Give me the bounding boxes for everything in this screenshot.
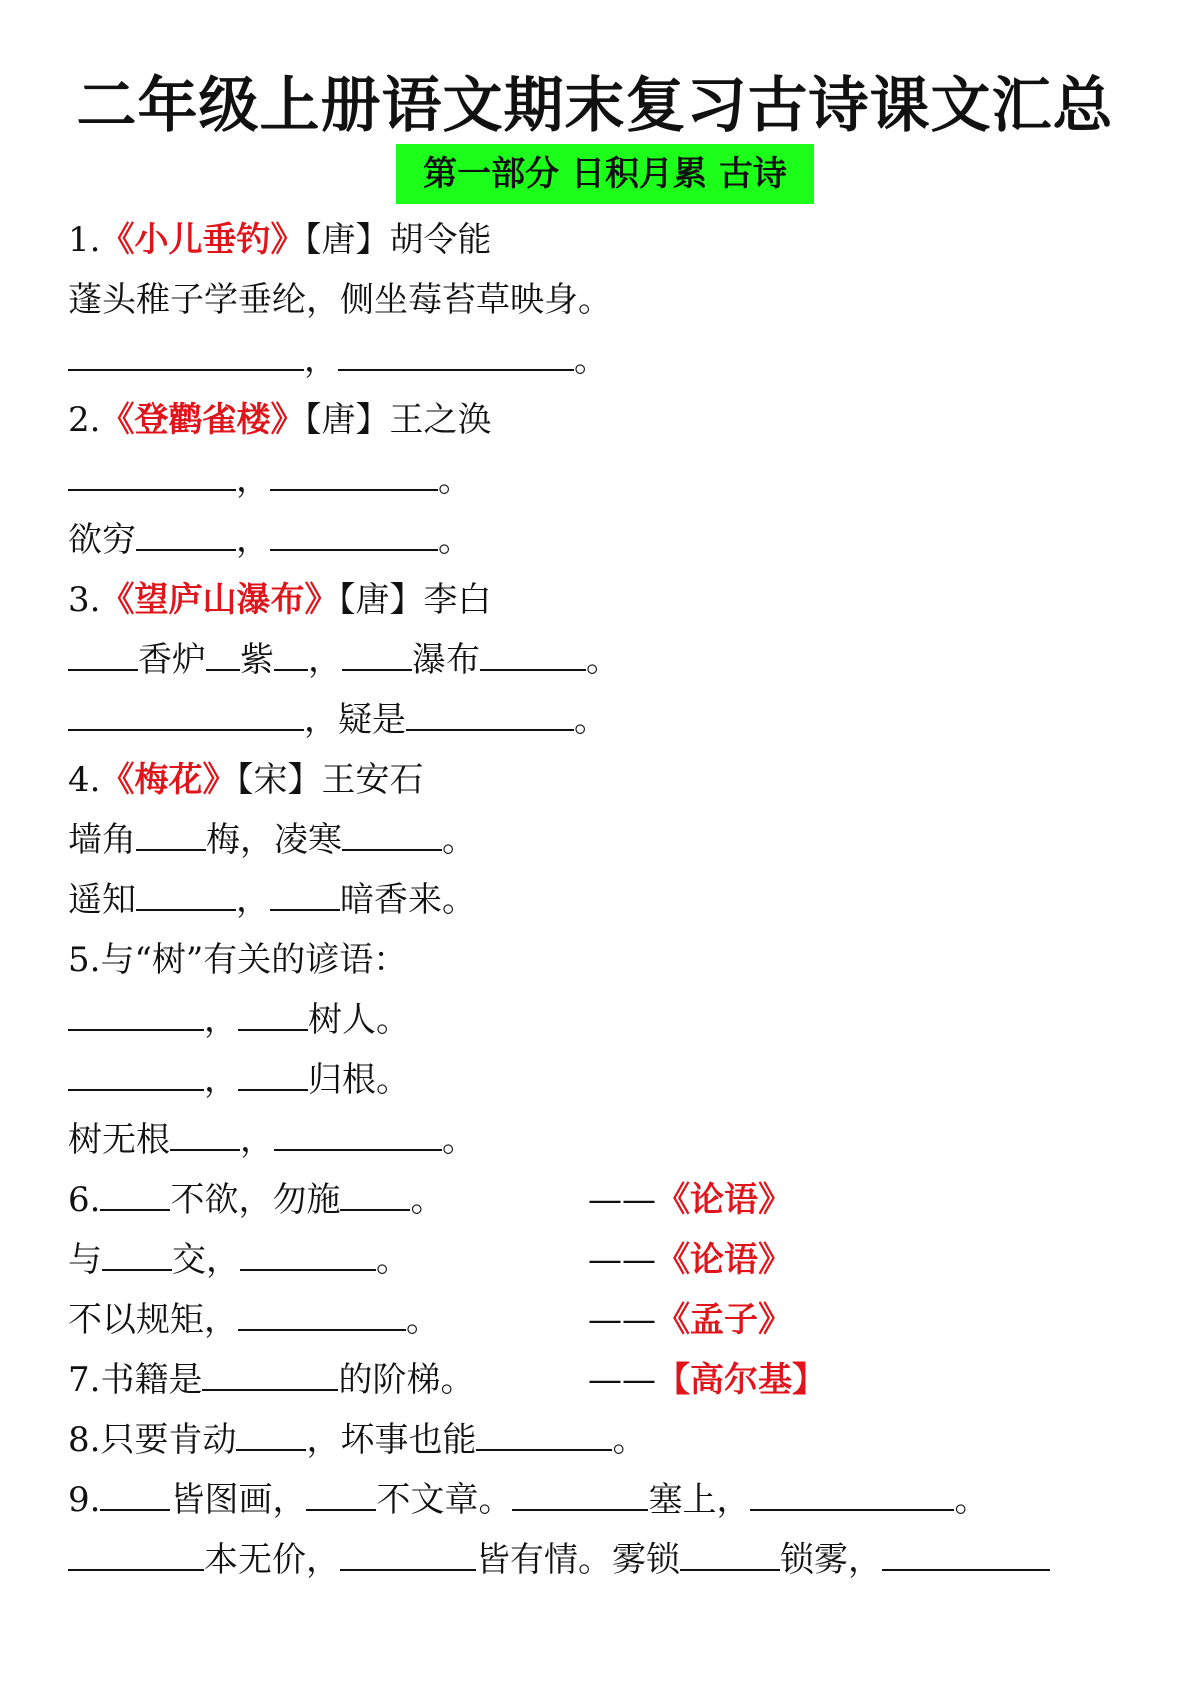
- blank-input[interactable]: [274, 1119, 442, 1151]
- poem-4-author: 【宋】王安石: [236, 760, 424, 800]
- proverb-1: ， 树人。: [68, 996, 410, 1044]
- blank-input[interactable]: [238, 999, 308, 1031]
- poem-1-blanks: ， 。: [68, 336, 608, 384]
- blank-input[interactable]: [202, 1359, 338, 1391]
- blank-input[interactable]: [476, 1419, 612, 1451]
- poem-1-header: 1.《小儿垂钓》【唐】胡令能: [68, 220, 492, 260]
- poem-1-author: 【唐】胡令能: [304, 220, 492, 260]
- blank-input[interactable]: [480, 639, 586, 671]
- blank-input[interactable]: [236, 1419, 306, 1451]
- blank-input[interactable]: [100, 1179, 170, 1211]
- poem-1-title: 《小儿垂钓》: [100, 220, 305, 260]
- blank-input[interactable]: [342, 819, 442, 851]
- blank-input[interactable]: [406, 699, 574, 731]
- blank-input[interactable]: [68, 699, 304, 731]
- poem-4-blanks-1: 墙角 梅，凌寒 。: [68, 820, 476, 860]
- poem-1-line: 蓬头稚子学垂纶，侧坐莓苔草映身。: [68, 280, 612, 320]
- blank-input[interactable]: [68, 999, 204, 1031]
- blank-input[interactable]: [102, 1239, 172, 1271]
- blank-input[interactable]: [68, 1539, 204, 1571]
- blank-input[interactable]: [270, 879, 340, 911]
- blank-input[interactable]: [680, 1539, 780, 1571]
- blank-input[interactable]: [338, 339, 574, 371]
- quote-3: 不以规矩， 。 ——《孟子》: [68, 1300, 792, 1340]
- blank-input[interactable]: [170, 1119, 240, 1151]
- blank-input[interactable]: [882, 1539, 1050, 1571]
- poem-3-title: 《望庐山瀑布》: [100, 580, 339, 620]
- page-title: 二年级上册语文期末复习古诗课文汇总: [76, 71, 1114, 141]
- poem-2-title: 《登鹳雀楼》: [100, 400, 305, 440]
- blank-input[interactable]: [342, 639, 412, 671]
- blank-input[interactable]: [136, 819, 206, 851]
- quote-4-source: 【高尔基】: [656, 1360, 826, 1400]
- proverb-2: ， 归根。: [68, 1056, 410, 1104]
- blank-input[interactable]: [274, 639, 308, 671]
- quote-4: 7.书籍是 的阶梯。 ——【高尔基】: [68, 1360, 826, 1400]
- blank-input[interactable]: [306, 1479, 376, 1511]
- blank-input[interactable]: [270, 459, 438, 491]
- poem-2-author: 【唐】王之涣: [304, 400, 492, 440]
- blank-input[interactable]: [340, 1179, 410, 1211]
- poem-2-blanks-2: 欲穷 ， 。: [68, 520, 472, 560]
- blank-input[interactable]: [136, 519, 236, 551]
- section-heading: 第一部分 日积月累 古诗: [396, 144, 814, 204]
- blank-input[interactable]: [238, 1059, 308, 1091]
- poem-2-header: 2.《登鹳雀楼》【唐】王之涣: [68, 400, 492, 440]
- quote-3-source: 《孟子》: [656, 1300, 792, 1340]
- blank-input[interactable]: [68, 339, 304, 371]
- poem-3-author: 【唐】李白: [338, 580, 492, 620]
- blank-input[interactable]: [750, 1479, 954, 1511]
- blank-input[interactable]: [68, 639, 138, 671]
- blank-input[interactable]: [136, 879, 236, 911]
- poem-4-blanks-2: 遥知 ， 暗香来。: [68, 880, 476, 920]
- proverb-3: 树无根 ， 。: [68, 1120, 476, 1160]
- poem-9-line-2: 本无价， 皆有情。雾锁 锁雾，: [68, 1536, 1050, 1584]
- blank-input[interactable]: [240, 1239, 376, 1271]
- proverb-4: 8.只要肯动 ，坏事也能 。: [68, 1420, 647, 1460]
- blank-input[interactable]: [512, 1479, 648, 1511]
- poem-4-header: 4.《梅花》【宋】王安石: [68, 760, 424, 800]
- quote-1: 6. 不欲，勿施 。 ——《论语》: [68, 1180, 792, 1220]
- poem-4-title: 《梅花》: [100, 760, 237, 800]
- poem-3-header: 3.《望庐山瀑布》【唐】李白: [68, 580, 492, 620]
- poem-3-blanks-2: ，疑是 。: [68, 696, 608, 744]
- blank-input[interactable]: [68, 459, 236, 491]
- poem-2-blanks-1: ， 。: [68, 456, 472, 504]
- poem-9-line-1: 9. 皆图画， 不文章。 塞上， 。: [68, 1480, 989, 1520]
- quote-2-source: 《论语》: [656, 1240, 792, 1280]
- blank-input[interactable]: [340, 1539, 476, 1571]
- blank-input[interactable]: [68, 1059, 204, 1091]
- poem-3-blanks-1: 香炉 紫 ， 瀑布 。: [68, 636, 620, 684]
- proverb-header: 5.与“树”有关的谚语：: [68, 940, 408, 980]
- blank-input[interactable]: [100, 1479, 170, 1511]
- quote-2: 与 交， 。 ——《论语》: [68, 1240, 792, 1280]
- blank-input[interactable]: [206, 639, 240, 671]
- quote-1-source: 《论语》: [656, 1180, 792, 1220]
- blank-input[interactable]: [270, 519, 438, 551]
- blank-input[interactable]: [238, 1299, 406, 1331]
